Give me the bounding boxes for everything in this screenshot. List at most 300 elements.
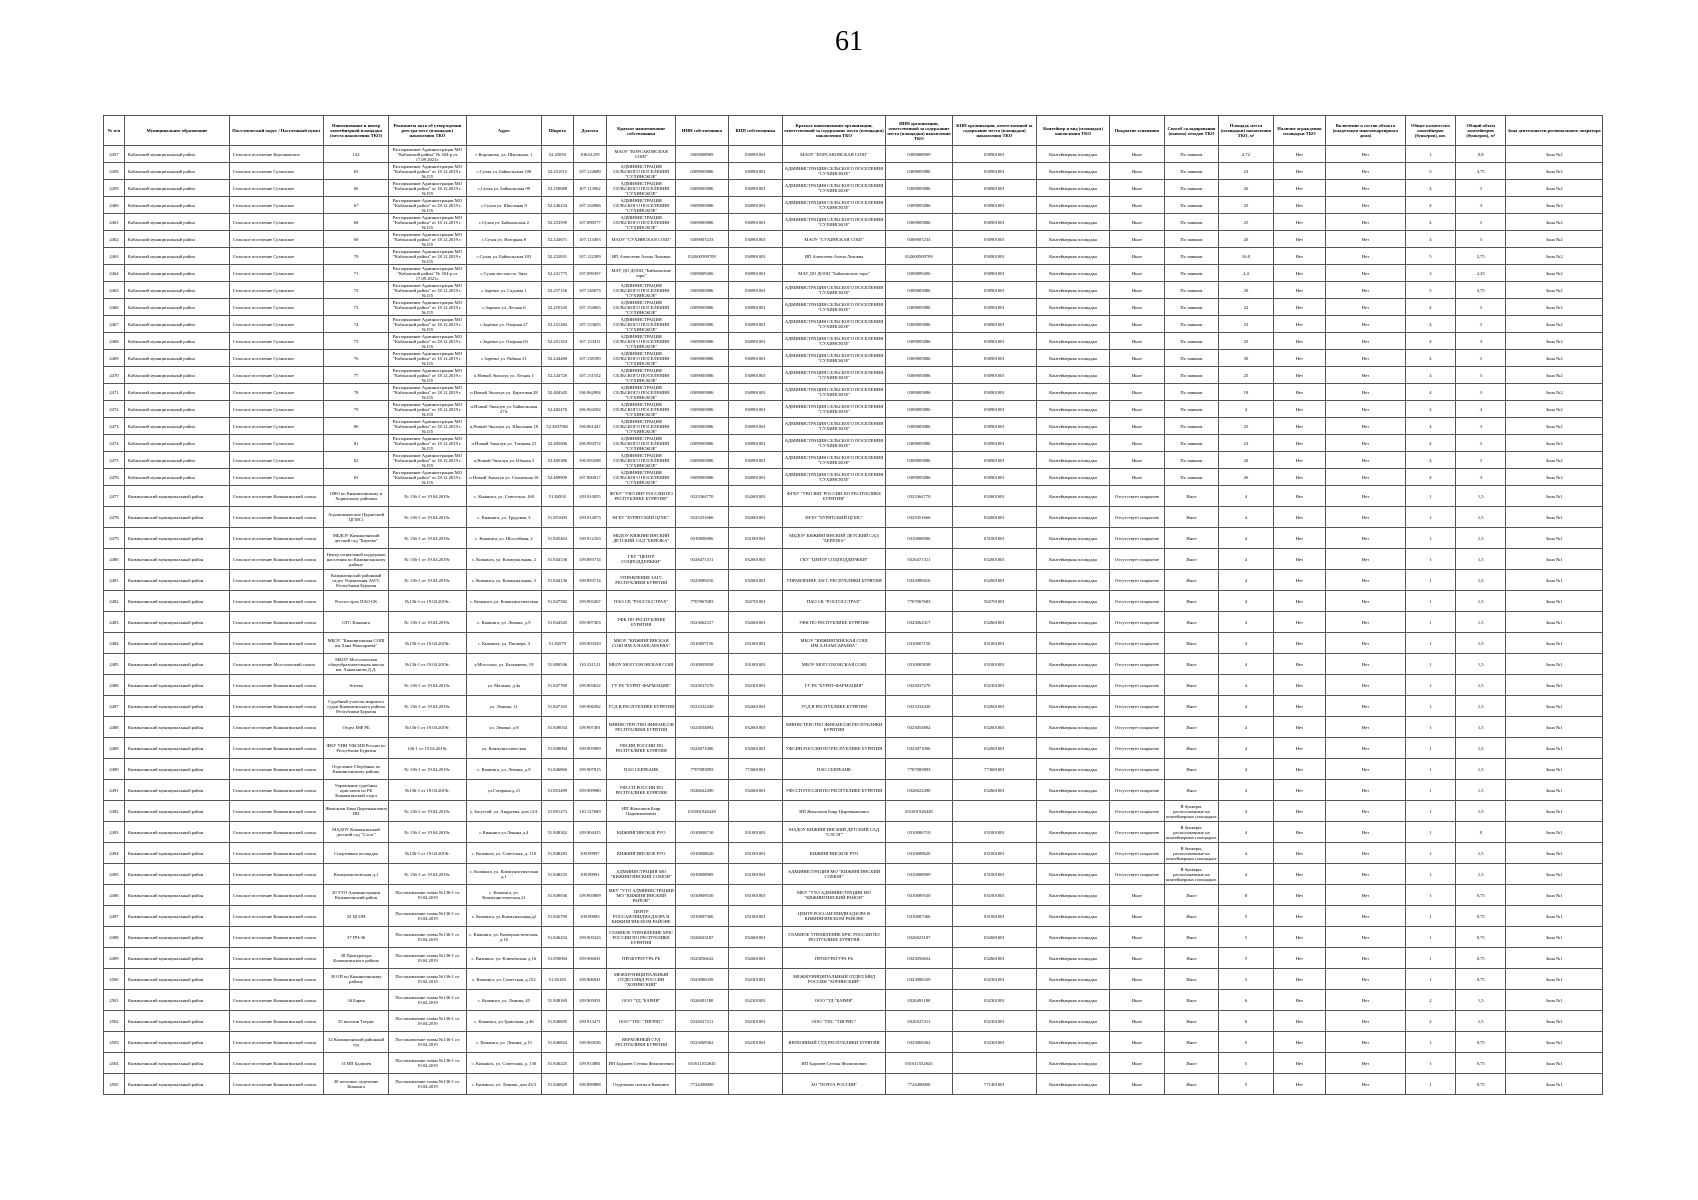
table-cell: № 136-1 от 19.04.2019г. (389, 570, 467, 591)
table-cell: 5 (1219, 906, 1274, 927)
table-cell: Кабанский муниципальный район (124, 333, 229, 350)
table-cell: Контейнерная площадка (1036, 801, 1109, 822)
table-cell: Нет (1326, 696, 1406, 717)
table-cell: Зона №1 (1506, 675, 1603, 696)
table-cell: № 136-1 от 19.04.2019г. (389, 864, 467, 885)
table-cell: 51.848283 (542, 843, 573, 864)
table-cell: 109.913271 (573, 1011, 607, 1032)
table-cell: 51.846824 (542, 1032, 573, 1053)
table-cell: Зона №1 (1506, 507, 1603, 528)
table-cell: 52.484345 (542, 384, 573, 401)
table-cell: 4 (1405, 435, 1455, 452)
table-cell: № 136-1 от 19.04.2019г. (389, 549, 467, 570)
table-cell: Кижингинский муниципальный район (124, 927, 229, 948)
table-cell: Нет (1273, 507, 1325, 528)
table-cell: Кижингинский муниципальный район (124, 822, 229, 843)
table-cell: Иное (1110, 1074, 1165, 1095)
table-row (104, 180, 1603, 197)
table-cell: 031001001 (728, 906, 783, 927)
table-cell: МАОУ "СУХИНСКАЯ СОШ" (783, 231, 886, 248)
table-cell: Зона №2 (1506, 231, 1603, 248)
table-cell: Спортивная площадка (324, 843, 389, 864)
table-cell: Нет (1326, 197, 1406, 214)
table-cell: 1 (1405, 1053, 1455, 1074)
table-cell: Зона №1 (1506, 759, 1603, 780)
table-cell: МБОУ Могсохонская общеобразовательная школа им. Хамаганова Д.Д. (324, 654, 389, 675)
table-cell: ЦЕНТР РОССАНЭПИДНАДЗОРА В КИЖИНГИНСКОМ РАЙОНЕ (783, 906, 886, 927)
table-cell: МАОУ "КОРСАКОВСКАЯ СОШ" (607, 146, 676, 163)
table-cell: 0309005886 (676, 316, 728, 333)
table-cell: Иное (1110, 197, 1165, 214)
table-cell: 20 (1219, 282, 1274, 299)
table-cell: 52.251015 (542, 163, 573, 180)
table-cell: 106.994298 (573, 452, 607, 469)
table-cell: Нет (1273, 948, 1325, 969)
table-cell: Иное (1164, 696, 1219, 717)
table-cell: 0323056632 (676, 948, 728, 969)
table-cell: Отсутствует покрытие (1110, 570, 1165, 591)
table-cell: с. Кижинга, ул. Советская, д. 110 (466, 843, 541, 864)
table-cell: 4 (1219, 654, 1274, 675)
table-cell: Контейнерная площадка (1036, 570, 1109, 591)
table-cell: Нет (1273, 633, 1325, 654)
table-cell: 3 (1456, 469, 1506, 486)
table-cell: ПРОКУРАТУРА РБ (783, 948, 886, 969)
table-cell: Контейнерная площадка (1036, 969, 1109, 990)
table-cell: Контейнерная площадка (1036, 948, 1109, 969)
table-cell: 4 (1405, 469, 1455, 486)
table-cell: 20 (1219, 452, 1274, 469)
table-cell: 032601001 (952, 507, 1036, 528)
table-cell: 031001001 (952, 528, 1036, 549)
table-cell: 109.899888 (573, 1074, 607, 1095)
table-cell: По заявкам (1164, 214, 1219, 231)
table-cell: Отсутствует покрытие (1110, 759, 1165, 780)
table-cell: Распоряжение Администрации МО "Кабанский район" от 18.12.2019 г. №155 (389, 180, 467, 197)
table-cell: 1 (1405, 927, 1455, 948)
table-cell: 502701001 (728, 591, 783, 612)
table-cell: Кижингинский муниципальный район (124, 906, 229, 927)
table-cell: Иное (1110, 265, 1165, 282)
table-cell: Иное (1110, 927, 1165, 948)
table-cell (728, 801, 783, 822)
table-cell: с.Сухая местность Энхэ (466, 265, 541, 282)
table-cell: 51.844345 (542, 612, 573, 633)
table-cell: с.Сухая ул. Байкальская 108 (466, 163, 541, 180)
table-cell: 4 (1405, 384, 1455, 401)
table-cell: ОГС Кижинга (324, 612, 389, 633)
table-cell: с. Кижинга, ул. Ленина, дом 43/3 (466, 1074, 541, 1095)
table-cell: 030901001 (728, 163, 783, 180)
table-cell: Кабанский муниципальный район (124, 214, 229, 231)
table-cell: ИП Алексеева Алена Львовна (607, 248, 676, 265)
table-cell: Постановление главы №136-1 от 19.04.2019 (389, 969, 467, 990)
table-cell: АДМИНИСТРАЦИЯ СЕЛЬСКОГО ПОСЕЛЕНИЯ "СУХИНСКОЕ" (607, 299, 676, 316)
table-cell: 1 (1405, 738, 1455, 759)
table-cell: 2499 (104, 948, 125, 969)
table-cell: Кижингинский муниципальный район (124, 1074, 229, 1095)
table-cell: Зона №1 (1506, 843, 1603, 864)
table-cell: 107.099397 (573, 265, 607, 282)
table-cell: 0310009530 (885, 885, 952, 906)
table-cell: 1,5 (1456, 654, 1506, 675)
table-cell: Иное (1110, 1032, 1165, 1053)
table-cell: АДМИНИСТРАЦИЯ СЕЛЬСКОГО ПОСЕЛЕНИЯ "СУХИНСКОЕ" (607, 197, 676, 214)
table-cell: 0310007366 (885, 906, 952, 927)
table-cell: Нет (1326, 435, 1406, 452)
table-cell: 2458 (104, 163, 125, 180)
table-row (104, 948, 1603, 969)
table-cell: 032601001 (728, 549, 783, 570)
table-row (104, 1032, 1603, 1053)
table-cell: 2473 (104, 418, 125, 435)
table-cell: Контейнерная площадка (1036, 316, 1109, 333)
table-cell: 0309005886 (885, 469, 952, 486)
table-cell: Контейнерная площадка (1036, 633, 1109, 654)
table-cell: 2459 (104, 180, 125, 197)
table-cell: Зона №1 (1506, 885, 1603, 906)
table-cell: 73 (324, 299, 389, 316)
table-row (104, 265, 1603, 282)
table-cell: 030901001 (728, 333, 783, 350)
table-cell: 52.255345 (542, 299, 573, 316)
table-cell: Зона №2 (1506, 333, 1603, 350)
table-cell: Нет (1273, 906, 1325, 927)
table-row (104, 231, 1603, 248)
table-cell: 0,75 (1456, 885, 1506, 906)
table-cell: Зона №1 (1506, 948, 1603, 969)
table-cell: 107.122689 (573, 163, 607, 180)
column-header: КПП организации, ответственной за содержание места (площадки) накопления ТКО (952, 116, 1036, 146)
table-cell: Нет (1326, 885, 1406, 906)
table-cell: 030901001 (952, 367, 1036, 384)
table-cell: Иное (1110, 990, 1165, 1011)
table-cell: Нет (1273, 1053, 1325, 1074)
table-cell: 0309005886 (676, 452, 728, 469)
table-cell: Нет (1326, 384, 1406, 401)
table-cell: № 136-1 от 19.04.2019г. (389, 696, 467, 717)
table-cell: Иное (1164, 1032, 1219, 1053)
table-cell: 4 (1405, 350, 1455, 367)
table-cell: №136-1 от 19.04.2019г. (389, 717, 467, 738)
table-cell: АДМИНИСТРАЦИЯ СЕЛЬСКОГО ПОСЕЛЕНИЯ "СУХИНСКОЕ" (783, 299, 886, 316)
table-cell: 25 (1219, 197, 1274, 214)
table-cell: 4 (1405, 214, 1455, 231)
table-cell: № 136-1 от 19.04.2019г. (389, 486, 467, 507)
table-row (104, 418, 1603, 435)
table-cell: Нет (1326, 316, 1406, 333)
table-cell: Сельское поселение Сухинское (229, 435, 323, 452)
table-cell: п.Новый Энхалук ул. Байкальская 27А (466, 401, 541, 418)
table-cell: Кижингинский муниципальный район (124, 738, 229, 759)
column-header: Наименование и номер контейнерной площадки (места накопления ТКО) (324, 116, 389, 146)
table-cell: 109.89991 (573, 864, 607, 885)
table-cell: 0326527211 (885, 1011, 952, 1032)
table-cell: По заявкам (1164, 469, 1219, 486)
table-cell: Иное (1110, 180, 1165, 197)
table-cell: 0309009406 (676, 265, 728, 282)
table-cell: 5 (1219, 927, 1274, 948)
table-cell: МАУ ДО ДООЦ "Байкальские зори" (783, 265, 886, 282)
table-cell: Зона №2 (1506, 214, 1603, 231)
table-cell: Сельское поселение Сухинское (229, 214, 323, 231)
table-cell: 3 (1456, 231, 1506, 248)
table-cell: 032301001 (952, 1032, 1036, 1053)
table-cell: Нет (1273, 969, 1325, 990)
table-cell: Контейнерная площадка (1036, 927, 1109, 948)
table-cell: Зона №2 (1506, 282, 1603, 299)
table-cell: ул. Малыка, д.4а (466, 675, 541, 696)
table-cell: КИЖИНГИНСКОЕ РУО (607, 843, 676, 864)
table-cell: Постановление главы №136-1 от 19.04.2019 (389, 906, 467, 927)
table-cell: Иное (1110, 282, 1165, 299)
table-cell: № 136-1 от 19.04.2019г. (389, 528, 467, 549)
table-cell: 8 (1219, 885, 1274, 906)
table-cell: 75 (324, 333, 389, 350)
table-cell: Контейнерная площадка (1036, 214, 1109, 231)
table-cell: Сельское поселение Сухинское (229, 265, 323, 282)
table-cell: с. Кижинга, ул. Коммунистическая, д.16 (466, 927, 541, 948)
table-cell: 0,75 (1456, 906, 1506, 927)
table-cell: 0309005886 (885, 214, 952, 231)
table-cell: 107.153411 (573, 333, 607, 350)
table-cell: 30 (1219, 350, 1274, 367)
table-cell: №136-1 от 19.04.2019г. (389, 591, 467, 612)
table-cell: АДМИНИСТРАЦИЯ СЕЛЬСКОГО ПОСЕЛЕНИЯ "СУХИНСКОЕ" (607, 214, 676, 231)
table-cell: Нет (1273, 486, 1325, 507)
table-cell: п.Новый Энхалук ул. Береговая 28 (466, 384, 541, 401)
table-cell: 2485 (104, 654, 125, 675)
table-cell: 0310008620 (676, 843, 728, 864)
table-cell: 1 (1405, 633, 1455, 654)
table-cell: Иное (1164, 780, 1219, 801)
table-cell: 1,5 (1456, 990, 1506, 1011)
table-cell: ФКУ УИИ УФСИН России по Республике Бурятия (324, 738, 389, 759)
table-cell: Кижингинский районный отдел Управления ЗАГС Республики Бурятия (324, 570, 389, 591)
table-cell: Зона №1 (1506, 1011, 1603, 1032)
table-cell: По заявкам (1164, 282, 1219, 299)
table-cell: 0309008909 (885, 146, 952, 163)
table-cell: Нет (1326, 282, 1406, 299)
table-cell: Зона №1 (1506, 969, 1603, 990)
table-cell: 2 (1405, 401, 1455, 418)
table-cell: 030901001 (728, 146, 783, 163)
table-cell: Нет (1273, 401, 1325, 418)
table-cell: 030901001 (952, 299, 1036, 316)
table-cell: 3 (1456, 418, 1506, 435)
table-cell: 3,75 (1456, 248, 1506, 265)
table-cell: 030901001 (952, 146, 1036, 163)
table-cell: с. Кижинга, ул. Коммунистическая,12 (466, 885, 541, 906)
table-cell: УФК ПО РЕСПУБЛИКЕ БУРЯТИЯ (783, 612, 886, 633)
table-cell: АДМИНИСТРАЦИЯ СЕЛЬСКОГО ПОСЕЛЕНИЯ "СУХИНСКОЕ" (607, 282, 676, 299)
table-cell: 4 (1405, 299, 1455, 316)
column-header: Долгота (573, 116, 607, 146)
table-cell: 0,75 (1456, 948, 1506, 969)
table-cell: 031001001 (952, 654, 1036, 675)
table-cell: Отсутствует покрытие (1110, 780, 1165, 801)
table-cell: Постановление главы №136-1 от 19.04.2019 (389, 948, 467, 969)
table-cell: 109.89083 (573, 906, 607, 927)
table-cell: 109.903329 (573, 633, 607, 654)
table-cell: 030901001 (952, 452, 1036, 469)
table-cell: Зона №2 (1506, 401, 1603, 418)
table-cell: МБДОУ Кижингинский детский сад "Березка" (324, 528, 389, 549)
table-cell: 0323351666 (676, 507, 728, 528)
table-cell: 1 (1405, 654, 1455, 675)
table-cell: 2492 (104, 801, 125, 822)
table-cell: МИНИСТЕРСТВО ФИНАНСОВ РЕСПУБЛИКИ БУРЯТИЯ (607, 717, 676, 738)
table-cell: 34 Бария (324, 990, 389, 1011)
table-cell: 0323054892 (676, 717, 728, 738)
table-cell: 3 (1456, 333, 1506, 350)
table-cell: Контейнерная площадка (1036, 864, 1109, 885)
table-cell: Нет (1273, 843, 1325, 864)
table-cell: 0310008909 (676, 864, 728, 885)
table-cell: Зона №1 (1506, 717, 1603, 738)
table-row (104, 367, 1603, 384)
table-cell: 0323089416 (885, 570, 952, 591)
table-cell: 109.907491 (573, 717, 607, 738)
table-cell: 2462 (104, 231, 125, 248)
table-cell: Сельское поселение Кижингинский сомон (229, 948, 323, 969)
table-cell: Отсутствует покрытие (1110, 654, 1165, 675)
table-cell: 2474 (104, 435, 125, 452)
table-row (104, 927, 1603, 948)
table-cell: Иное (1164, 507, 1219, 528)
table-cell: Иное (1164, 528, 1219, 549)
table-cell: 2480 (104, 549, 125, 570)
table-cell: АДМИНИСТРАЦИЯ СЕЛЬСКОГО ПОСЕЛЕНИЯ "СУХИНСКОЕ" (783, 316, 886, 333)
table-cell: 2,25 (1456, 265, 1506, 282)
table-cell: 0309005886 (885, 401, 952, 418)
table-cell: Распоряжение Администрации МО "Кабанский район" от 18.12.2019 г. №155 (389, 282, 467, 299)
table-cell: 5 (1219, 948, 1274, 969)
table-cell: Сельское поселение Кижингинский сомон (229, 927, 323, 948)
table-cell: 51.850084 (542, 948, 573, 969)
table-cell: 29 УТО Администрации Кижингинский район (324, 885, 389, 906)
table-cell: Отсутствует покрытие (1110, 486, 1165, 507)
table-cell: Сельское поселение Кижингинский сомон (229, 780, 323, 801)
table-cell: 0310006710 (676, 822, 728, 843)
table-cell: Нет (1326, 452, 1406, 469)
column-header: Широта (542, 116, 573, 146)
table-cell: 109.914881 (573, 1053, 607, 1074)
table-cell: Нет (1326, 780, 1406, 801)
table-cell: 2502 (104, 1011, 125, 1032)
table-cell: 107.122389 (573, 248, 607, 265)
column-header: Площадь места (площадки) накопления ТКО, м² (1219, 116, 1274, 146)
table-cell: МБОУ "КИЖИНГИНСКАЯ СОШ ИМ.Х.НАМСАРАЕВА" (607, 633, 676, 654)
table-cell: Иное (1110, 452, 1165, 469)
table-cell: Иное (1164, 675, 1219, 696)
table-cell: 1 (1405, 885, 1455, 906)
table-cell: 25 (1219, 367, 1274, 384)
table-cell: Отсутствует покрытие (1110, 864, 1165, 885)
table-cell: Зона №1 (1506, 906, 1603, 927)
table-cell: 0326023187 (676, 927, 728, 948)
table-cell: Центр социальной поддержки населения по Кижингинскому району (324, 549, 389, 570)
table-cell: ГЛАВНОЕ УПРАВЛЕНИЕ МЧС РОССИИ ПО РЕСПУБЛИКЕ БУРЯТИЯ (607, 927, 676, 948)
table-cell: Контейнерная площадка (1036, 367, 1109, 384)
table-cell: 0326023187 (885, 927, 952, 948)
table-cell: В бункеры, расположенные на контейнерных площадках (1164, 801, 1219, 822)
table-cell: 2464 (104, 265, 125, 282)
table-cell: Сельское поселение Кижингинский сомон (229, 591, 323, 612)
table-cell: с. Кижинга, ул. Коммунистическая (466, 591, 541, 612)
table-cell: Кабанский муниципальный район (124, 401, 229, 418)
table-cell: Кижингинский муниципальный район (124, 948, 229, 969)
table-cell: ул. Коммунистическая (466, 738, 541, 759)
table-cell: Иное (1164, 654, 1219, 675)
table-cell: АДМИНИСТРАЦИЯ СЕЛЬСКОГО ПОСЕЛЕНИЯ "СУХИНСКОЕ" (607, 469, 676, 486)
table-cell: 106.993572 (573, 435, 607, 452)
table-cell: 51.846432 (542, 927, 573, 948)
table-row (104, 316, 1603, 333)
table-cell: Иное (1110, 316, 1165, 333)
table-cell: 3 (1405, 265, 1455, 282)
table-cell: Агрономическое (Бурятский ЦГМС) (324, 507, 389, 528)
table-cell: Сельское поселение Кижингинский сомон (229, 864, 323, 885)
table-cell: 030901001 (728, 180, 783, 197)
column-header: Контейнер и вид (площадка) накопления ТКО (1036, 116, 1109, 146)
table-cell: 81 (324, 435, 389, 452)
table-cell: Нет (1326, 675, 1406, 696)
table-cell: с.Кижинга ул.Ленина д.4 (466, 822, 541, 843)
table-cell: Кижингинский муниципальный район (124, 612, 229, 633)
table-cell: 2505 (104, 1074, 125, 1095)
table-cell: МАДОУ КИЖИНГИНСКИЙ ДЕТСКИЙ САД "СЭСЭГ" (783, 822, 886, 843)
table-cell: 032601001 (952, 738, 1036, 759)
table-cell: Сельское поселение Кижингинский сомон (229, 486, 323, 507)
table-cell: 2,4 (1219, 265, 1274, 282)
table-cell: 032601001 (728, 507, 783, 528)
table-cell: с. Кижинга, ул. Пионера, 3 (466, 633, 541, 654)
table-cell: Нет (1326, 843, 1406, 864)
table-cell: Зона №2 (1506, 367, 1603, 384)
table-cell: Иное (1164, 1074, 1219, 1095)
table-cell: АО "ПОЧТА РОССИИ" (783, 1074, 886, 1095)
table-cell: 0323086339 (885, 969, 952, 990)
table-cell: 0326491180 (676, 990, 728, 1011)
table-cell: 0323086339 (676, 969, 728, 990)
table-cell: Нет (1326, 469, 1406, 486)
table-cell: 2467 (104, 316, 125, 333)
table-cell: Распоряжение Администрации МО "Кабанский район" от 18.12.2019 г. №155 (389, 248, 467, 265)
table-cell: 109.907815 (573, 759, 607, 780)
table-cell: 18 (1219, 384, 1274, 401)
table-cell: 032601001 (728, 486, 783, 507)
table-cell: 5 (1219, 1074, 1274, 1095)
table-cell: ФГКУ "УВО ВНГ РОССИИ ПО РЕСПУБЛИКЕ БУРЯТИЯ" (783, 486, 886, 507)
table-cell: Кижингинский муниципальный район (124, 843, 229, 864)
table-cell: 3 (1456, 435, 1506, 452)
table-cell: с.Заречье ул. Озерная 63 (466, 333, 541, 350)
table-cell: Зона №1 (1506, 486, 1603, 507)
table-cell: Кижингинский муниципальный район (124, 801, 229, 822)
table-cell: Сельское поселение Сухинское (229, 248, 323, 265)
table-cell: 0323056632 (885, 948, 952, 969)
table-row (104, 885, 1603, 906)
table-cell: 031611532645 (885, 1053, 952, 1074)
table-cell: 030901001 (952, 469, 1036, 486)
table-cell: Кабанский муниципальный район (124, 163, 229, 180)
table-cell: Нет (1326, 612, 1406, 633)
table-cell: 0309005886 (885, 197, 952, 214)
table-cell: 1 (1405, 969, 1455, 990)
table-cell: 030901001 (728, 435, 783, 452)
table-cell: 26 (1219, 469, 1274, 486)
